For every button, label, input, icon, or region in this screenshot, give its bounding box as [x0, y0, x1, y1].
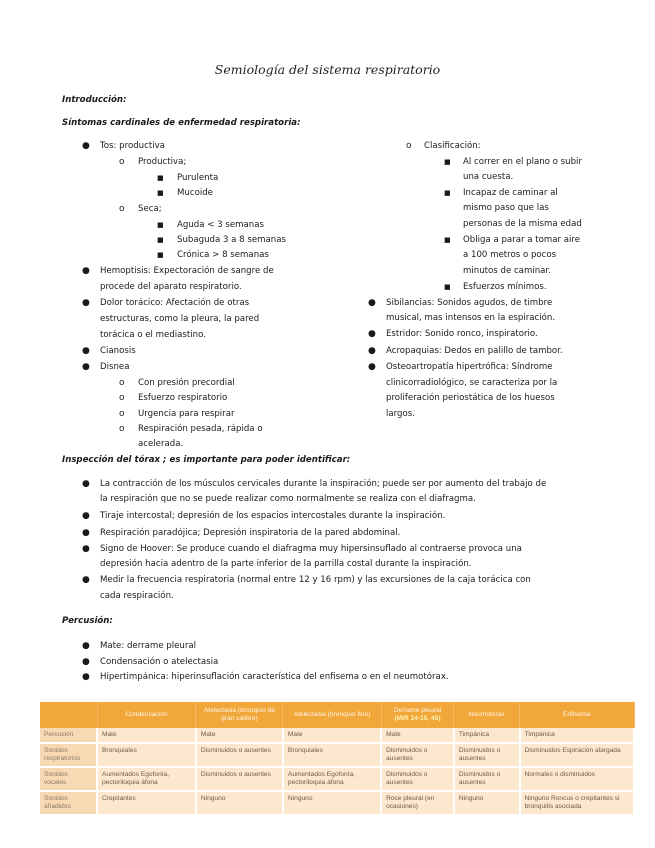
- list-item-continuation: acelerada.: [138, 439, 184, 449]
- table-cell: Bronquiales: [97, 743, 196, 767]
- table-cell: Roce pleural (en ocasiones): [381, 791, 454, 815]
- bullet-dot-icon: ●: [368, 362, 376, 372]
- table-header-cell: [40, 702, 97, 728]
- list-item-continuation: depresión hacia adentro de la parte inferior de la parrilla costal durante la inspiración.: [100, 559, 472, 569]
- list-item-continuation: largos.: [386, 409, 415, 419]
- list-item: Seca;: [138, 204, 162, 214]
- bullet-dot-icon: ●: [82, 575, 90, 585]
- list-item-continuation: estructuras, como la pleura, la pared: [100, 314, 260, 324]
- list-item-continuation: a 100 metros o pocos: [463, 250, 557, 260]
- page-title: Semiología del sistema respiratorio: [214, 62, 441, 77]
- list-item-continuation: proliferación periostática de los huesos: [386, 393, 555, 403]
- table-cell: Normales o disminuidos: [520, 767, 634, 791]
- symptoms-heading: Síntomas cardinales de enfermedad respiratoria:: [62, 118, 301, 128]
- bullet-dot-icon: ●: [368, 346, 376, 356]
- list-item: Estridor: Sonido ronco, inspiratorio.: [386, 329, 538, 339]
- bullet-dot-icon: ●: [82, 266, 90, 276]
- list-item: Respiración paradójica; Depresión inspiratoria de la pared abdominal.: [100, 528, 401, 538]
- bullet-dot-icon: ●: [82, 528, 90, 538]
- list-item: Hipertimpánica: hiperinsuflación característica del enfisema o en el neumotórax.: [100, 672, 449, 682]
- list-item: Incapaz de caminar al: [463, 188, 558, 198]
- list-item: Productiva;: [138, 157, 187, 167]
- list-item: Respiración pesada, rápida o: [138, 424, 263, 434]
- bullet-dot-icon: ●: [82, 346, 90, 356]
- bullet-square-icon: ■: [157, 236, 164, 244]
- list-item-continuation: minutos de caminar.: [463, 266, 551, 276]
- bullet-square-icon: ■: [157, 174, 164, 182]
- row-header: Percusión: [40, 728, 97, 743]
- bullet-square-icon: ■: [444, 283, 451, 291]
- list-item: Crónica > 8 semanas: [177, 250, 269, 260]
- list-item-continuation: la respiración que no se puede realizar como normalmente se realiza con el diafragma.: [100, 494, 476, 504]
- table-header-cell: Condensación: [97, 702, 196, 728]
- bullet-dot-icon: ●: [368, 298, 376, 308]
- list-item-continuation: musical, mas intensos en la espiración.: [386, 313, 556, 323]
- table-cell: Aumentados Egofonía, pectoriloquia áfona: [283, 767, 381, 791]
- bullet-circle-icon: o: [119, 157, 125, 167]
- list-item-continuation: mismo paso que las: [463, 203, 549, 213]
- table-header-row: [40, 702, 634, 728]
- row-header: Sonidos vocales: [40, 767, 97, 791]
- list-item: Cianosis: [100, 346, 136, 356]
- table-cell: Timpánica: [454, 728, 520, 743]
- list-item: Osteoartropatía hipertrófica: Síndrome: [386, 362, 553, 372]
- bullet-circle-icon: o: [406, 141, 412, 151]
- table-cell: Mate: [196, 728, 283, 743]
- list-item: Purulenta: [177, 173, 219, 183]
- bullet-square-icon: ■: [444, 158, 451, 166]
- intro-heading: Introducción:: [62, 95, 127, 105]
- table-header-cell: Enfisema: [520, 702, 634, 728]
- list-item-continuation: personas de la misma edad: [463, 219, 582, 229]
- table-cell: Mate: [283, 728, 381, 743]
- table-cell: Ninguno: [196, 791, 283, 815]
- bullet-square-icon: ■: [157, 189, 164, 197]
- list-item: Tiraje intercostal; depresión de los espacios intercostales durante la inspiración.: [100, 511, 446, 521]
- bullet-circle-icon: o: [119, 204, 125, 214]
- bullet-dot-icon: ●: [82, 672, 90, 682]
- list-item: Con presión precordial: [138, 378, 235, 388]
- table-cell: Disminuidos o ausentes: [196, 767, 283, 791]
- list-item: Mate: derrame pleural: [100, 641, 197, 651]
- list-item: Esfuerzo respiratorio: [138, 393, 228, 403]
- list-item: Acropaquias: Dedos en palillo de tambor.: [386, 346, 563, 356]
- list-item: Obliga a parar a tomar aire: [463, 235, 581, 245]
- list-item: Mucoide: [177, 188, 213, 198]
- list-item: Al correr en el plano o subir: [463, 157, 582, 167]
- table-cell: Disminuidos Espiración alargada: [520, 743, 634, 767]
- header-label: Derrame pleural: [393, 707, 442, 714]
- list-item-continuation: procede del aparato respiratorio.: [100, 282, 242, 292]
- list-item: Aguda < 3 semanas: [177, 220, 264, 230]
- table-cell: Ninguno: [454, 791, 520, 815]
- bullet-circle-icon: o: [119, 409, 125, 419]
- table-header-cell: Atelectasia (bronquio de gran calibre): [196, 702, 283, 728]
- table-header-cell: Neumotórax: [454, 702, 520, 728]
- bullet-circle-icon: o: [119, 378, 125, 388]
- list-item: Signo de Hoover: Se produce cuando el diafragma muy hipersinsuflado al contraerse provoca una: [100, 544, 522, 554]
- list-item-continuation: una cuesta.: [463, 172, 514, 182]
- list-item: Hemoptisis: Expectoración de sangre de: [100, 266, 274, 276]
- table-row: [40, 728, 634, 743]
- list-item: Sibilancias: Sonidos agudos, de timbre: [386, 298, 553, 308]
- bullet-circle-icon: o: [119, 393, 125, 403]
- table-cell: Aumentados Egofonía, pectoriloquia áfona: [97, 767, 196, 791]
- table-cell: Crepitantes: [97, 791, 196, 815]
- bullet-circle-icon: o: [119, 424, 125, 434]
- table-cell: Bronquiales: [283, 743, 381, 767]
- list-item: La contracción de los músculos cervicales durante la inspiración; puede ser por aumento del trabajo de: [100, 479, 547, 489]
- table-header-cell: Atelectasia (bronquio fino): [283, 702, 381, 728]
- table-cell: Disminuidos o ausentes: [381, 743, 454, 767]
- bullet-dot-icon: ●: [82, 479, 90, 489]
- bullet-dot-icon: ●: [82, 141, 90, 151]
- bullet-dot-icon: ●: [82, 641, 90, 651]
- table-cell: Disminuidos o ausentes: [454, 743, 520, 767]
- table-cell: Ninguno Roncus o crepitantes si bronquitis asociada: [520, 791, 634, 815]
- list-item: Disnea: [100, 362, 130, 372]
- bullet-dot-icon: ●: [368, 329, 376, 339]
- bullet-dot-icon: ●: [82, 362, 90, 372]
- list-item: Clasificación:: [424, 141, 481, 151]
- table-cell: Disminuidos o ausentes: [381, 767, 454, 791]
- percussion-heading: Percusión:: [62, 616, 113, 626]
- bullet-square-icon: ■: [157, 221, 164, 229]
- table-row: [40, 743, 634, 767]
- bullet-square-icon: ■: [444, 189, 451, 197]
- list-item: Subaguda 3 a 8 semanas: [177, 235, 286, 245]
- bullet-square-icon: ■: [444, 236, 451, 244]
- table-row: [40, 791, 634, 815]
- table-cell: Disminuidos o ausentes: [454, 767, 520, 791]
- table-cell: Mate: [381, 728, 454, 743]
- row-header: Sonidos añadidos: [40, 791, 97, 815]
- inspection-heading: Inspección del tórax ; es importante para poder identificar:: [62, 455, 351, 465]
- list-item-continuation: torácica o el mediastino.: [100, 330, 206, 340]
- table-cell: Ninguno: [283, 791, 381, 815]
- table-cell: Disminuidos o ausentes: [196, 743, 283, 767]
- list-item: Urgencia para respirar: [138, 409, 235, 419]
- bullet-dot-icon: ●: [82, 544, 90, 554]
- list-item: Tos: productiva: [100, 141, 165, 151]
- list-item: Dolor torácico: Afectación de otras: [100, 298, 250, 308]
- semiology-table: [40, 702, 635, 816]
- bullet-square-icon: ■: [157, 251, 164, 259]
- row-header: Sonidos respiratorios: [40, 743, 97, 767]
- table-header-cell: [381, 702, 454, 728]
- header-reference: (MIR 14-15, 45): [394, 715, 441, 722]
- list-item: Esfuerzos mínimos.: [463, 282, 547, 292]
- table-cell: Timpánica: [520, 728, 634, 743]
- bullet-dot-icon: ●: [82, 511, 90, 521]
- list-item: Medir la frecuencia respiratoria (normal entre 12 y 16 rpm) y las excursiones de la caja torácica con: [100, 575, 531, 585]
- bullet-dot-icon: ●: [82, 298, 90, 308]
- list-item-continuation: clinicorradiológico, se caracteriza por la: [386, 378, 558, 388]
- list-item-continuation: cada respiración.: [100, 591, 174, 601]
- bullet-dot-icon: ●: [82, 657, 90, 667]
- table-cell: Mate: [97, 728, 196, 743]
- table-row: [40, 767, 634, 791]
- list-item: Condensación o atelectasia: [100, 657, 219, 667]
